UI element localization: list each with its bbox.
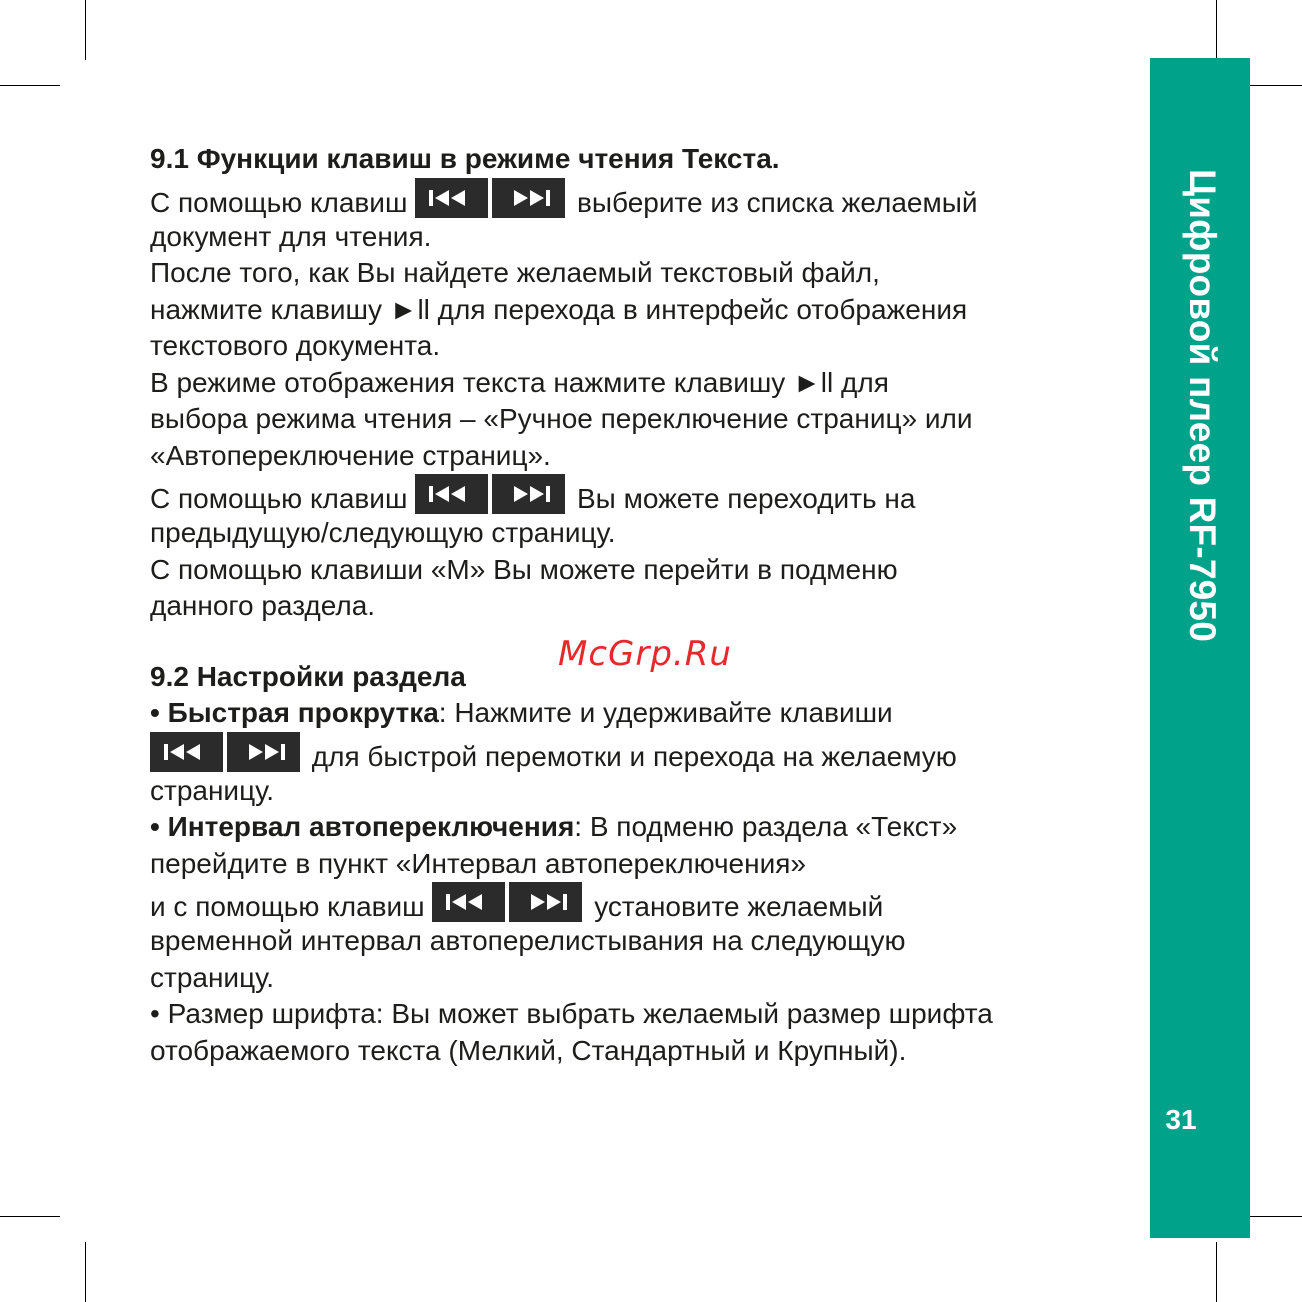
text-fragment: Вы можете переходить на [576, 483, 916, 514]
section-gap [150, 625, 1140, 659]
text-fragment: и с помощью клавиш [150, 891, 425, 922]
page-number: 31 [1165, 1104, 1197, 1135]
crop-mark [1242, 85, 1302, 86]
text-line: отображаемого текста (Мелкий, Стандартный и Крупный). [150, 1034, 907, 1066]
text-line: нажмите клавишу ►ll для перехода в интерфейс отображения [150, 293, 968, 325]
previous-track-key-icon [150, 732, 223, 772]
text-line: страницу. [150, 961, 275, 993]
text-fragment: выберите из списка желаемый [576, 186, 978, 218]
text-line: текстового документа. [150, 330, 441, 361]
crop-mark [0, 85, 60, 86]
crop-mark [0, 1216, 60, 1217]
next-track-key-icon [509, 882, 582, 922]
section-heading-9-2: 9.2 Настройки раздела [150, 660, 466, 692]
text-line: «Автопереключение страниц». [150, 439, 551, 471]
text-line: предыдущую/следующую страницу. [150, 517, 616, 548]
previous-track-key-icon [415, 178, 488, 218]
bullet-line: • Размер шрифта: Вы может выбрать желаемый размер шрифта [150, 998, 993, 1029]
text-line: документ для чтения. [150, 220, 432, 252]
text-line [150, 882, 1140, 923]
crop-mark [85, 1242, 86, 1302]
text-line [150, 732, 1140, 773]
text-line: временной интервал автоперелистывания на следующую [150, 925, 906, 956]
text-line: После того, как Вы найдете желаемый текстовый файл, [150, 257, 880, 288]
text-line: перейдите в пункт «Интервал автопереключения» [150, 847, 806, 879]
previous-track-key-icon [432, 882, 505, 922]
crop-mark [85, 0, 86, 60]
text-line [150, 178, 1140, 219]
manual-text [150, 141, 1140, 1069]
crop-mark [1242, 1216, 1302, 1217]
text-fragment: С помощью клавиш [150, 483, 408, 514]
text-fragment: установите желаемый [594, 891, 884, 922]
next-track-key-icon [492, 474, 565, 514]
next-track-key-icon [227, 732, 300, 772]
section-heading-9-1: 9.1 Функции клавиш в режиме чтения Текста. [150, 143, 780, 174]
watermark: McGrp.Ru [558, 634, 732, 674]
text-line: выбора режима чтения – «Ручное переключение страниц» или [150, 403, 973, 434]
text-fragment: для быстрой перемотки и перехода на желаемую [311, 740, 957, 772]
text-line: страницу. [150, 774, 275, 806]
side-title [1176, 140, 1228, 670]
bullet-text: : В подменю раздела «Текст» [574, 811, 958, 842]
text-fragment: С помощью клавиш [150, 186, 408, 218]
bullet-label: • Быстрая прокрутка [150, 697, 439, 728]
text-line: С помощью клавиши «М» Вы можете перейти в подменю [150, 553, 898, 585]
text-line: данного раздела. [150, 590, 376, 621]
text-line: В режиме отображения текста нажмите клавишу ►ll для [150, 366, 889, 398]
crop-mark [1216, 1242, 1217, 1302]
previous-track-key-icon [415, 474, 488, 514]
crop-mark [1216, 0, 1217, 60]
bullet-text: : Нажмите и удерживайте клавиши [438, 697, 893, 728]
side-title-text: Цифровой плеер RF-7950 [1182, 168, 1223, 642]
bullet-line [150, 809, 1140, 846]
text-line [150, 474, 1140, 515]
bullet-label: • Интервал автопереключения [150, 811, 575, 842]
bullet-line [150, 695, 1140, 732]
next-track-key-icon [492, 178, 565, 218]
